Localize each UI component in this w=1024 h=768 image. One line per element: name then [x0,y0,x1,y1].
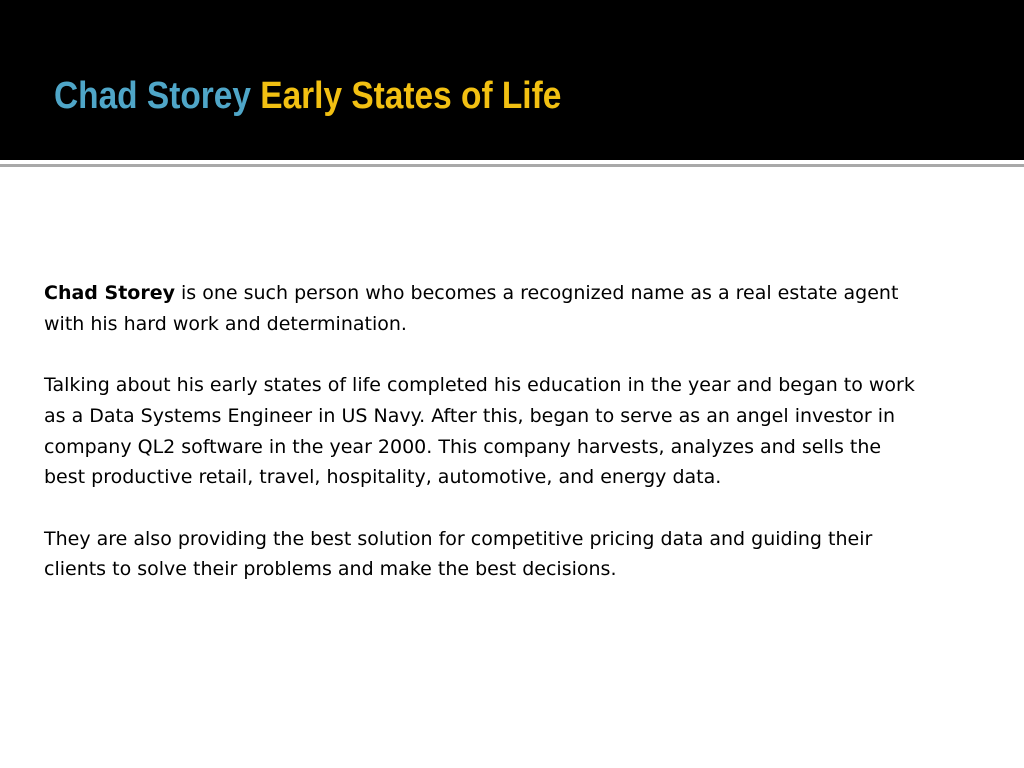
slide-title [54,72,561,120]
title-bar [0,0,1024,160]
title-name: Chad Storey [54,75,251,117]
paragraph-intro-text: is one such person who becomes a recognized name as a real estate agent with his hard work and determination. [44,282,899,335]
title-rest: Early States of Life [260,75,562,117]
paragraph-intro [44,278,924,339]
paragraph-early-life: Talking about his early states of life completed his education in the year and began to work as a Data Systems Engineer in US Navy. After this, began to serve as an angel investor in company QL2 software in the year 2000. This company harvests, analyzes and sells the best productive retail, travel, hospitality, automotive, and energy data. [44,374,915,489]
divider-line [0,164,1024,167]
paragraph-intro-bold: Chad Storey [44,282,175,304]
paragraph-solutions: They are also providing the best solution for competitive pricing data and guiding their clients to solve their problems and make the best decisions. [44,527,873,581]
slide-body [44,278,924,616]
